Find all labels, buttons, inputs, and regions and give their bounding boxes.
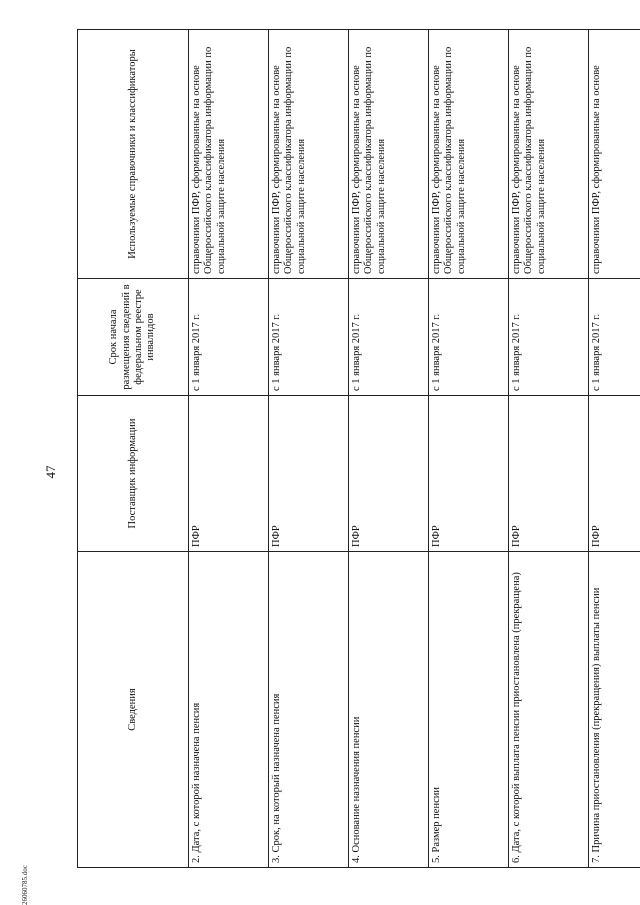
- cell-references: справочники ПФР, сформированные на основе Общероссийского классификатора информации по социальной защите населения: [509, 30, 589, 279]
- cell-supplier: ПФР: [189, 396, 269, 552]
- cell-start-date: с 1 января 2017 г.: [349, 279, 429, 396]
- table-header-row: [78, 30, 189, 868]
- cell-start-date: с 1 января 2017 г.: [589, 279, 640, 396]
- cell-info: 5. Размер пенсии: [429, 552, 509, 868]
- cell-supplier: ПФР: [429, 396, 509, 552]
- info-table: [77, 29, 640, 868]
- cell-info: 3. Срок, на который назначена пенсия: [269, 552, 349, 868]
- header-supplier: Поставщик информации: [78, 396, 189, 552]
- cell-supplier: ПФР: [589, 396, 640, 552]
- table-row: [189, 30, 269, 868]
- cell-references: справочники ПФР, сформированные на основе Общероссийского классификатора информации по социальной защите населения: [429, 30, 509, 279]
- cell-start-date: с 1 января 2017 г.: [429, 279, 509, 396]
- cell-info: 4. Основание назначения пенсии: [349, 552, 429, 868]
- cell-references: справочники ПФР, сформированные на основе: [589, 30, 640, 279]
- cell-info: 7. Причина приостановления (прекращения) выплаты пенсии: [589, 552, 640, 868]
- cell-start-date: с 1 января 2017 г.: [509, 279, 589, 396]
- table-row: [429, 30, 509, 868]
- cell-supplier: ПФР: [349, 396, 429, 552]
- cell-info: 2. Дата, с которой назначена пенсия: [189, 552, 269, 868]
- footer-file-code: 26060785.doc: [21, 865, 29, 905]
- page-number: 47: [43, 465, 58, 479]
- table-row: [509, 30, 589, 868]
- cell-references: справочники ПФР, сформированные на основе Общероссийского классификатора информации по социальной защите населения: [189, 30, 269, 279]
- header-start-date: Срок начала размещения сведений в федеральном реестре инвалидов: [78, 279, 189, 396]
- table-row: [269, 30, 349, 868]
- cell-start-date: с 1 января 2017 г.: [269, 279, 349, 396]
- cell-references: справочники ПФР, сформированные на основе Общероссийского классификатора информации по социальной защите населения: [349, 30, 429, 279]
- table-row: [589, 30, 640, 868]
- cell-start-date: с 1 января 2017 г.: [189, 279, 269, 396]
- cell-info: 6. Дата, с которой выплата пенсии приостановлена (прекращена): [509, 552, 589, 868]
- table-row: [349, 30, 429, 868]
- header-references: Используемые справочники и классификаторы: [78, 30, 189, 279]
- rotated-table-container: [77, 30, 602, 868]
- cell-references: справочники ПФР, сформированные на основе Общероссийского классификатора информации по социальной защите населения: [269, 30, 349, 279]
- cell-supplier: ПФР: [509, 396, 589, 552]
- cell-supplier: ПФР: [269, 396, 349, 552]
- header-info: Сведения: [78, 552, 189, 868]
